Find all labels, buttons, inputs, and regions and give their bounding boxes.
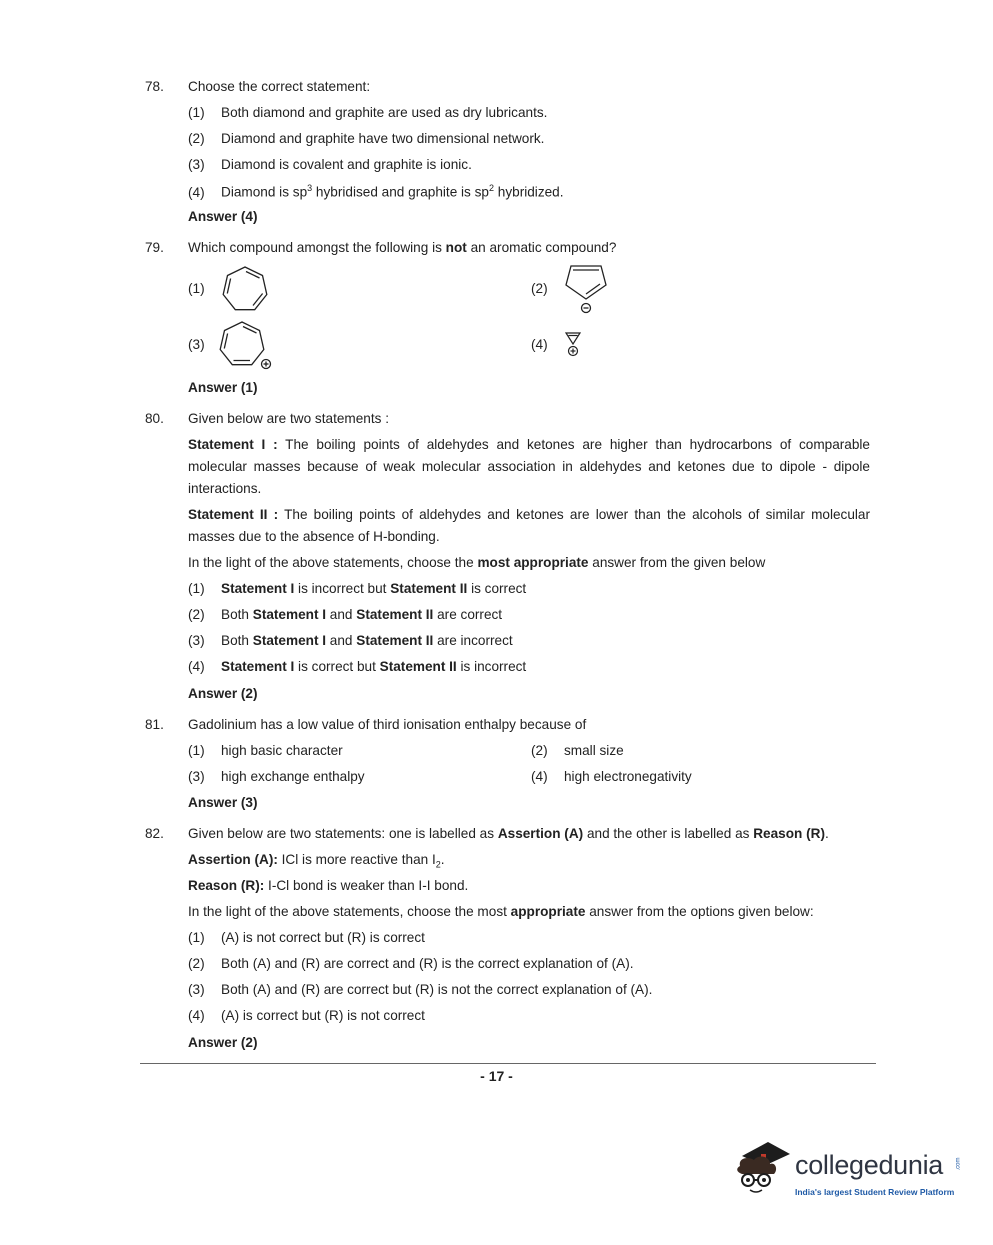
option-2: (2) small size bbox=[531, 743, 624, 758]
assertion: Assertion (A): ICl is more reactive than $I_2$. bbox=[188, 852, 445, 870]
option-2: (2) Both (A) and (R) are correct and (R) is the correct explanation of (A). bbox=[188, 956, 634, 971]
question-text: Which compound amongst the following is not an aromatic compound? bbox=[188, 240, 617, 255]
brand-suffix: .com bbox=[955, 1157, 962, 1171]
question-text: Gadolinium has a low value of third ionisation enthalpy because of bbox=[188, 717, 587, 732]
question-number: 81. bbox=[145, 717, 164, 732]
answer: Answer (4) bbox=[188, 209, 258, 224]
option-3: (3) Both Statement I and Statement II are incorrect bbox=[188, 633, 513, 648]
option-4: (4) Diamond is $sp^3$ hybridised and graphite is $sp^2$ hybridized. bbox=[188, 183, 564, 200]
option-3: (3) Both (A) and (R) are correct but (R) is not the correct explanation of (A). bbox=[188, 982, 653, 997]
option-3-label: (3) bbox=[188, 337, 205, 352]
option-2: (2) Both Statement I and Statement II are correct bbox=[188, 607, 503, 622]
question-number: 78. bbox=[145, 79, 164, 94]
answer: Answer (2) bbox=[188, 686, 258, 701]
statement-2: Statement II : The boiling points of aldehydes and ketones are lower than the alcohols of similar molecular masses due to the absence of H-bonding. bbox=[188, 507, 871, 544]
option-2: (2) Diamond and graphite have two dimensional network. bbox=[188, 131, 545, 146]
question-text: Choose the correct statement: bbox=[188, 79, 371, 94]
question-number: 80. bbox=[145, 411, 164, 426]
option-1-label: (1) bbox=[188, 281, 205, 296]
option-3: (3) Diamond is covalent and graphite is ionic. bbox=[188, 157, 472, 172]
statement-1: Statement I : The boiling points of aldehydes and ketones are higher than hydrocarbons of comparable molecular masses because of weak molecular association in aldehydes and ketones due to dipole - dipole interactions. bbox=[188, 437, 870, 496]
option-1: (1) Statement I is incorrect but Statement II is correct bbox=[188, 581, 527, 596]
footer-divider bbox=[140, 1063, 876, 1064]
tropylium-cation-icon bbox=[218, 318, 274, 372]
cycloheptatriene-icon bbox=[218, 263, 272, 317]
option-1: (1) (A) is not correct but (R) is correct bbox=[188, 930, 425, 945]
mascot-logo-icon bbox=[734, 1136, 794, 1200]
option-4: (4) high electronegativity bbox=[531, 769, 692, 784]
question-number: 79. bbox=[145, 240, 164, 255]
prompt: In the light of the above statements, choose the most appropriate answer from the options given below: bbox=[188, 904, 814, 919]
cyclopentadienyl-anion-icon bbox=[561, 262, 611, 318]
option-2-label: (2) bbox=[531, 281, 548, 296]
option-3: (3) high exchange enthalpy bbox=[188, 769, 365, 784]
option-1: (1) high basic character bbox=[188, 743, 343, 758]
option-4: (4) (A) is correct but (R) is not correct bbox=[188, 1008, 425, 1023]
question-number: 82. bbox=[145, 826, 164, 841]
answer: Answer (1) bbox=[188, 380, 258, 395]
answer: Answer (2) bbox=[188, 1035, 258, 1050]
question-text: Given below are two statements : bbox=[188, 411, 389, 426]
page-number: - 17 - bbox=[480, 1068, 513, 1084]
option-1: (1) Both diamond and graphite are used as dry lubricants. bbox=[188, 105, 548, 120]
cyclopropenyl-cation-icon bbox=[564, 330, 582, 358]
option-4-label: (4) bbox=[531, 337, 548, 352]
reason: Reason (R): I-Cl bond is weaker than I-I bond. bbox=[188, 878, 469, 893]
prompt: In the light of the above statements, choose the most appropriate answer from the given below bbox=[188, 555, 766, 570]
option-4: (4) Statement I is correct but Statement II is incorrect bbox=[188, 659, 527, 674]
brand-tagline: India's largest Student Review Platform bbox=[795, 1187, 955, 1197]
brand-name: collegedunia bbox=[795, 1150, 944, 1180]
answer: Answer (3) bbox=[188, 795, 258, 810]
question-text: Given below are two statements: one is labelled as Assertion (A) and the other is labelled as Reason (R). bbox=[188, 826, 829, 841]
